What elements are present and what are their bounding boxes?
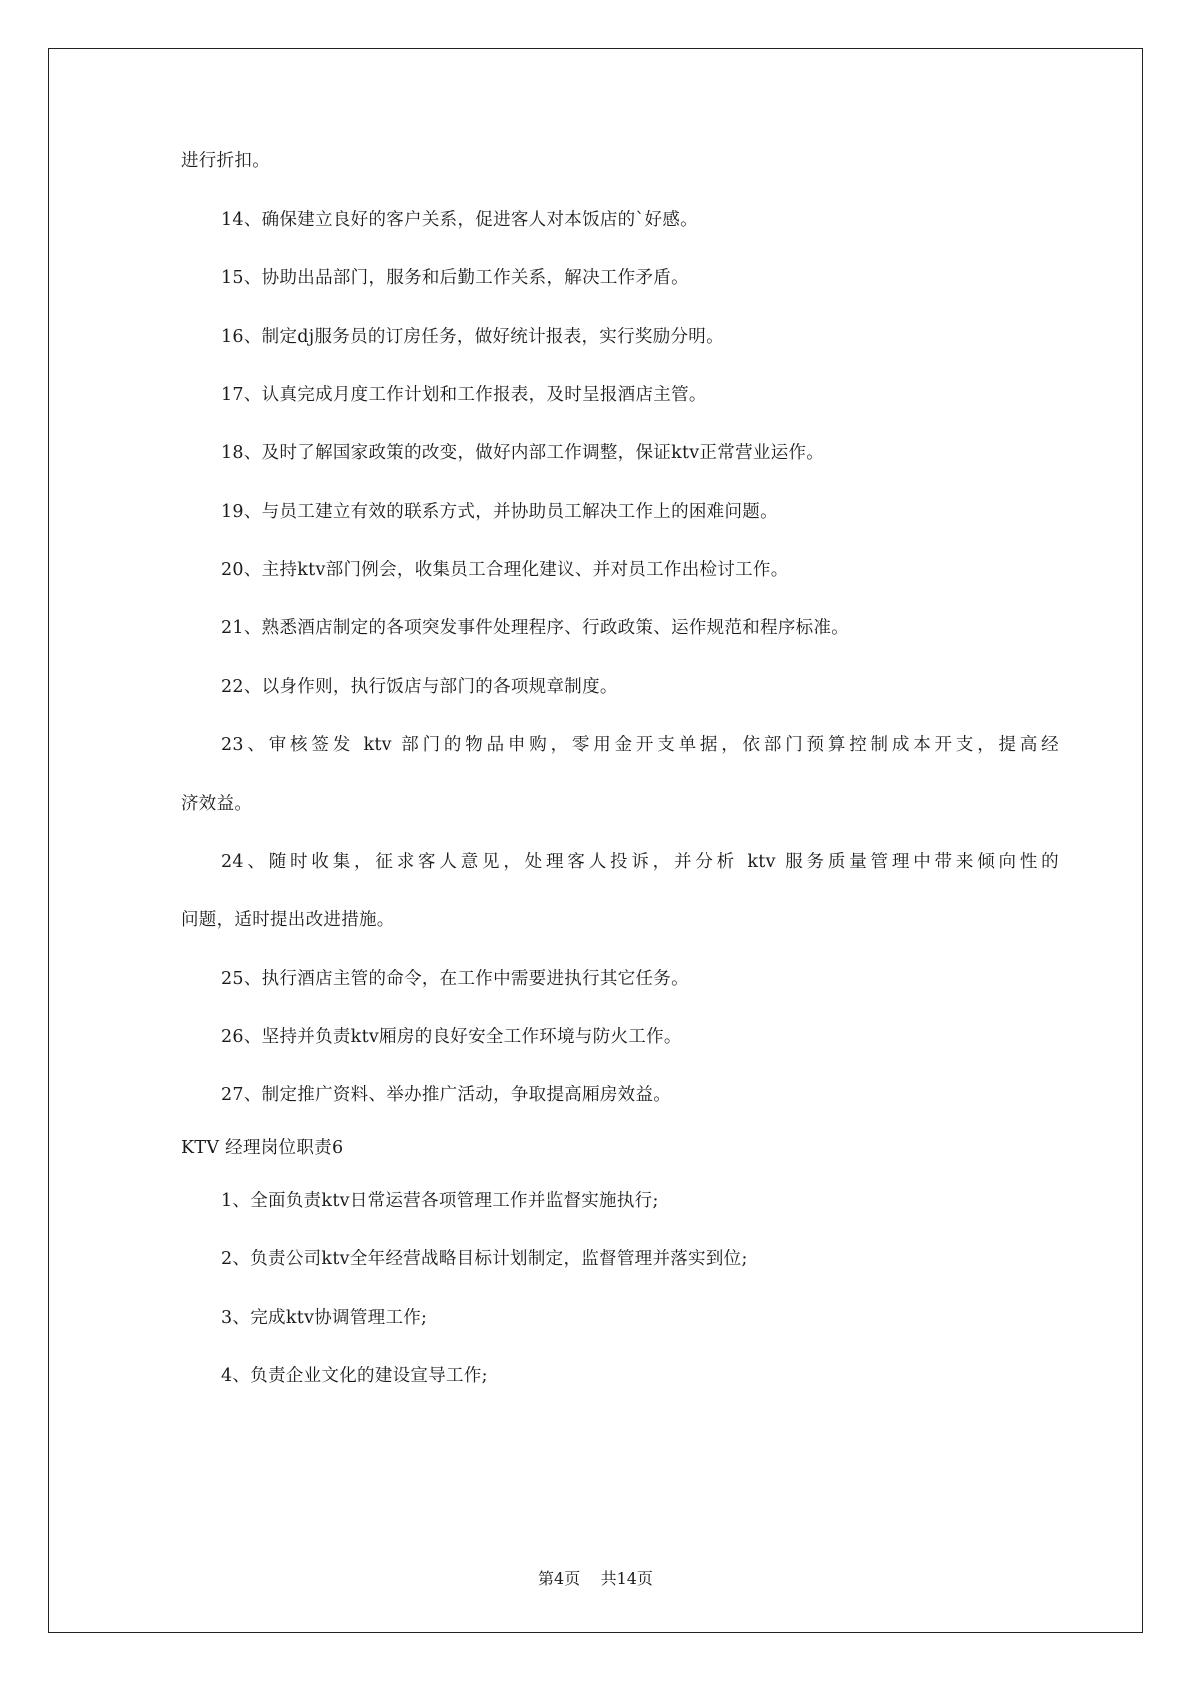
list-item: 17、认真完成月度工作计划和工作报表，及时呈报酒店主管。 — [221, 385, 707, 405]
text-line: 问题，适时提出改进措施。 — [181, 910, 395, 930]
list-item: 2、负责公司ktv全年经营战略目标计划制定，监督管理并落实到位; — [221, 1249, 748, 1269]
list-item: 19、与员工建立有效的联系方式，并协助员工解决工作上的困难问题。 — [221, 502, 778, 522]
list-item: 23、审核签发 ktv 部门的物品申购，零用金开支单据，依部门预算控制成本开支，提高经 — [221, 735, 1059, 755]
list-item: 22、以身作则，执行饭店与部门的各项规章制度。 — [221, 677, 618, 697]
list-item: 25、执行酒店主管的命令，在工作中需要进执行其它任务。 — [221, 969, 689, 989]
list-item: 24、随时收集，征求客人意见，处理客人投诉，并分析 ktv 服务质量管理中带来倾向性的 — [221, 852, 1059, 872]
section-heading: KTV 经理岗位职责6 — [181, 1138, 344, 1158]
list-item: 18、及时了解国家政策的改变，做好内部工作调整，保证ktv正常营业运作。 — [221, 443, 825, 463]
list-item: 21、熟悉酒店制定的各项突发事件处理程序、行政政策、运作规范和程序标准。 — [221, 618, 850, 638]
text-line: 进行折扣。 — [181, 151, 270, 171]
list-item: 1、全面负责ktv日常运营各项管理工作并监督实施执行; — [221, 1191, 659, 1211]
list-item: 4、负责企业文化的建设宣导工作; — [221, 1366, 488, 1386]
list-item: 16、制定dj服务员的订房任务，做好统计报表，实行奖励分明。 — [221, 327, 724, 347]
list-item: 27、制定推广资料、举办推广活动，争取提高厢房效益。 — [221, 1085, 672, 1105]
list-item: 20、主持ktv部门例会，收集员工合理化建议、并对员工作出检讨工作。 — [221, 560, 789, 580]
list-item: 15、协助出品部门，服务和后勤工作关系，解决工作矛盾。 — [221, 268, 689, 288]
list-item: 3、完成ktv协调管理工作; — [221, 1308, 428, 1328]
list-item: 26、坚持并负责ktv厢房的良好安全工作环境与防火工作。 — [221, 1027, 682, 1047]
text-line: 济效益。 — [181, 794, 253, 814]
page-number: 第4页 共14页 — [538, 1569, 653, 1588]
list-item: 14、确保建立良好的客户关系，促进客人对本饭店的`好感。 — [221, 210, 698, 230]
